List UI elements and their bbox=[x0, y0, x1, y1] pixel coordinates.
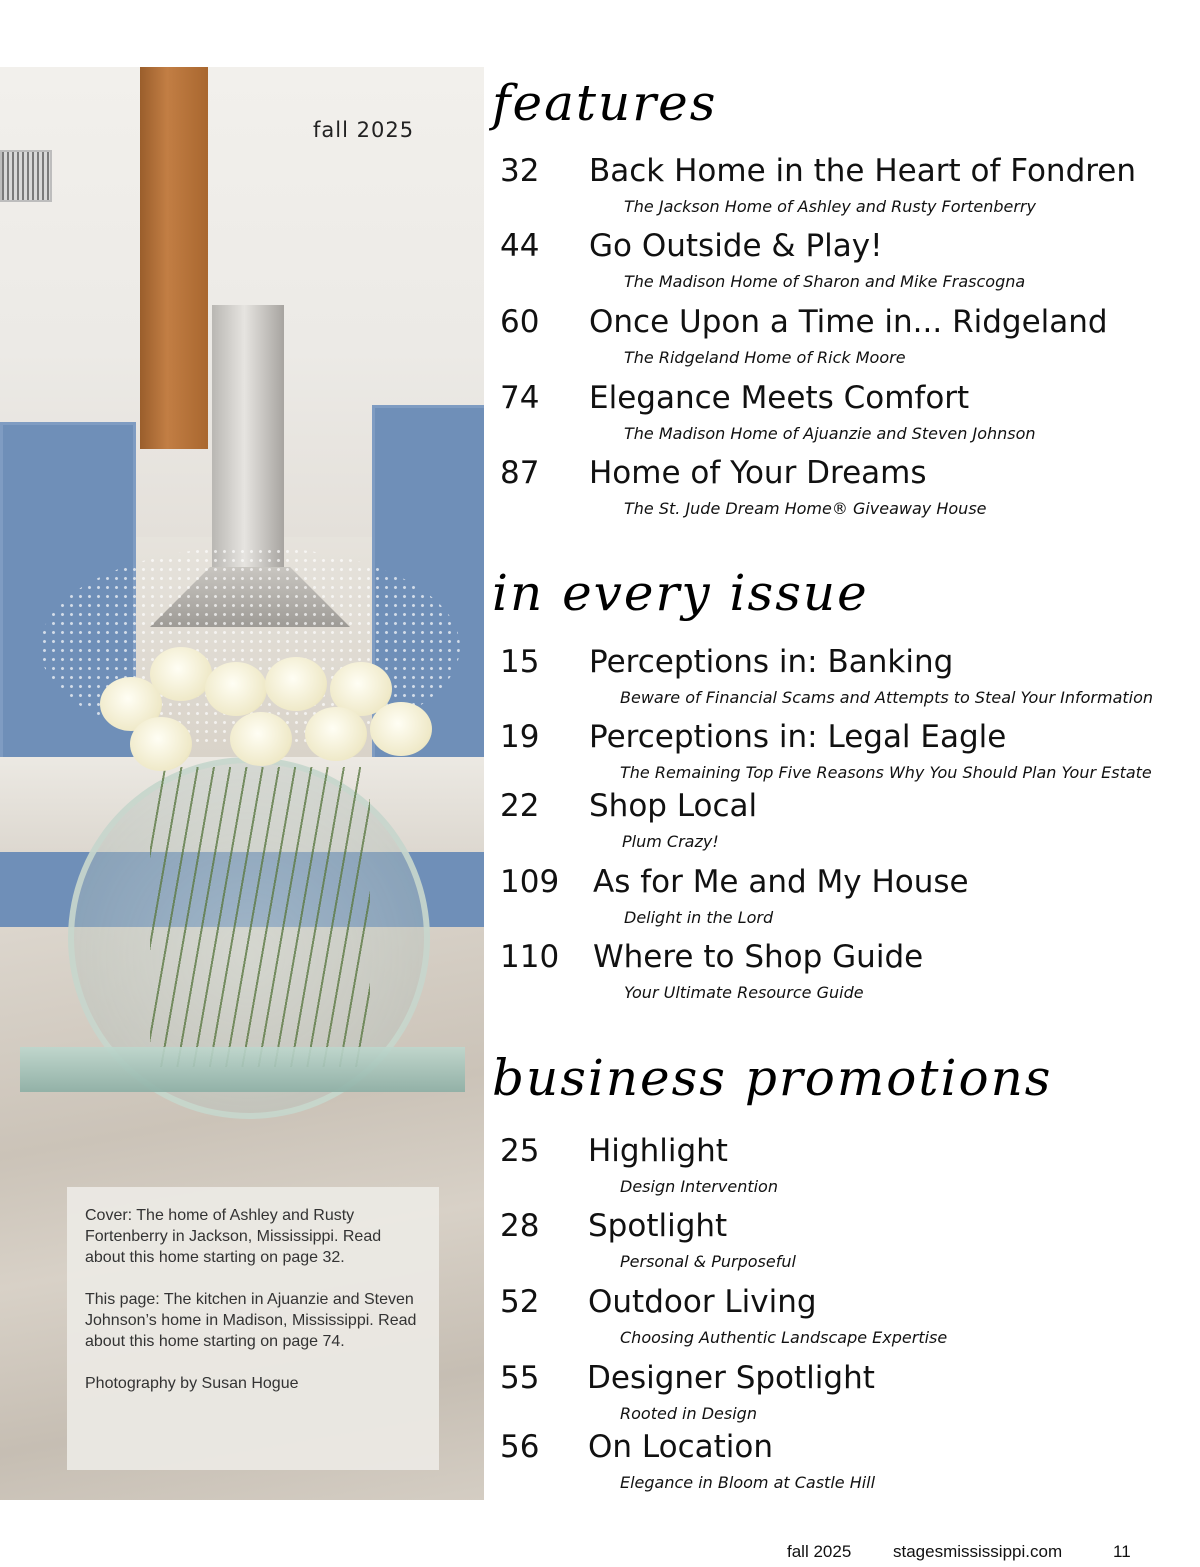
article-title: Perceptions in: Banking bbox=[589, 644, 954, 680]
flower-stems bbox=[150, 767, 370, 1067]
footer-page-number: 11 bbox=[1113, 1542, 1131, 1561]
caption-cover: Cover: The home of Ashley and Rusty Fortenberry in Jackson, Mississippi. Read about this home starting on page 32. bbox=[85, 1207, 382, 1266]
article-subtitle: Your Ultimate Resource Guide bbox=[624, 983, 864, 1002]
article-title: Where to Shop Guide bbox=[593, 939, 924, 975]
footer-website[interactable]: stagesmississippi.com bbox=[893, 1542, 1063, 1561]
page-number: 109 bbox=[500, 864, 560, 900]
article-subtitle: Personal & Purposeful bbox=[620, 1252, 796, 1271]
article-title: Spotlight bbox=[588, 1208, 728, 1244]
page-number: 32 bbox=[500, 153, 540, 189]
page-number: 28 bbox=[500, 1208, 540, 1244]
article-title: On Location bbox=[588, 1429, 774, 1465]
page-number: 56 bbox=[500, 1429, 540, 1465]
article-subtitle: Rooted in Design bbox=[620, 1404, 757, 1423]
article-title: Perceptions in: Legal Eagle bbox=[589, 719, 1007, 755]
article-subtitle: The Ridgeland Home of Rick Moore bbox=[624, 348, 906, 367]
page-number: 22 bbox=[500, 788, 540, 824]
page-number: 74 bbox=[500, 380, 540, 416]
article-subtitle: The Madison Home of Sharon and Mike Frascogna bbox=[624, 272, 1026, 291]
page-number: 60 bbox=[500, 304, 540, 340]
article-title: Designer Spotlight bbox=[587, 1360, 875, 1396]
wood-beam bbox=[140, 67, 208, 449]
page-number: 25 bbox=[500, 1133, 540, 1169]
page-number: 15 bbox=[500, 644, 540, 680]
article-subtitle: The Remaining Top Five Reasons Why You Should Plan Your Estate bbox=[620, 763, 1152, 782]
features-heading: features bbox=[492, 74, 718, 132]
article-subtitle: Choosing Authentic Landscape Expertise bbox=[620, 1328, 948, 1347]
caption-this-page: This page: The kitchen in Ajuanzie and Steven Johnson’s home in Madison, Mississippi. Read about this home starting on page 74. bbox=[85, 1291, 417, 1350]
article-title: Home of Your Dreams bbox=[589, 455, 927, 491]
article-subtitle: The St. Jude Dream Home® Giveaway House bbox=[624, 499, 987, 518]
article-title: Shop Local bbox=[589, 788, 758, 824]
article-title: Outdoor Living bbox=[588, 1284, 817, 1320]
page-number: 110 bbox=[500, 939, 560, 975]
season-label: fall 2025 bbox=[313, 118, 415, 142]
page-number: 52 bbox=[500, 1284, 540, 1320]
white-roses bbox=[90, 627, 450, 767]
air-vent bbox=[0, 150, 52, 202]
article-title: Elegance Meets Comfort bbox=[589, 380, 970, 416]
article-subtitle: Beware of Financial Scams and Attempts to Steal Your Information bbox=[620, 688, 1154, 707]
article-subtitle: Design Intervention bbox=[620, 1177, 778, 1196]
article-title: Highlight bbox=[588, 1133, 728, 1169]
article-title: Go Outside & Play! bbox=[589, 228, 883, 264]
every-issue-heading: in every issue bbox=[492, 564, 869, 622]
article-subtitle: Delight in the Lord bbox=[624, 908, 774, 927]
page-number: 44 bbox=[500, 228, 540, 264]
caption-credit: Photography by Susan Hogue bbox=[85, 1375, 299, 1392]
footer-issue: fall 2025 bbox=[787, 1542, 852, 1561]
page-number: 19 bbox=[500, 719, 540, 755]
article-subtitle: The Jackson Home of Ashley and Rusty Fortenberry bbox=[624, 197, 1036, 216]
promotions-heading: business promotions bbox=[492, 1049, 1053, 1107]
photo-caption bbox=[67, 1187, 439, 1470]
article-subtitle: The Madison Home of Ajuanzie and Steven Johnson bbox=[624, 424, 1036, 443]
article-title: Back Home in the Heart of Fondren bbox=[589, 153, 1137, 189]
article-title: As for Me and My House bbox=[593, 864, 969, 900]
article-subtitle: Plum Crazy! bbox=[622, 832, 719, 851]
page-number: 55 bbox=[500, 1360, 540, 1396]
article-title: Once Upon a Time in... Ridgeland bbox=[589, 304, 1108, 340]
glass-stand bbox=[20, 1047, 465, 1092]
article-subtitle: Elegance in Bloom at Castle Hill bbox=[620, 1473, 876, 1492]
page-number: 87 bbox=[500, 455, 540, 491]
